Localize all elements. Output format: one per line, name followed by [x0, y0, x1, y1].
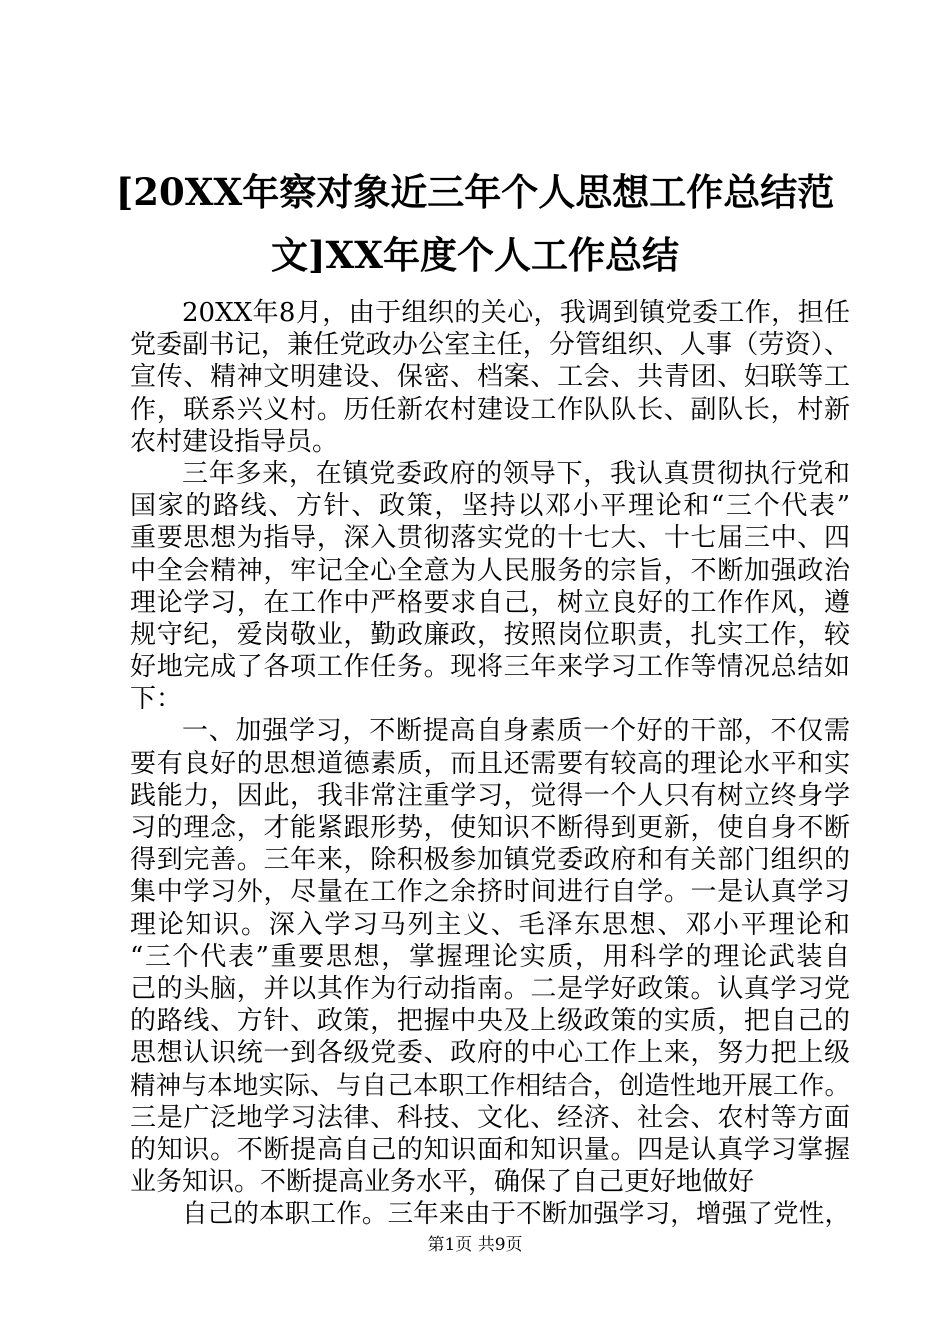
text-line: 的知识。不断提高自己的知识面和知识量。四是认真学习掌握 — [130, 1134, 850, 1165]
text-line: 习的理念，才能紧跟形势，使知识不断得到更新，使自身不断 — [130, 813, 850, 843]
text-line: 精神与本地实际、与自己本职工作相结合，创造性地开展工作。 — [130, 1070, 850, 1101]
text-line: 规守纪，爱岗敬业，勤政廉政，按照岗位职责，扎实工作，较 — [130, 619, 850, 650]
document-title-line-2: 文]XX年度个人工作总结 — [271, 233, 679, 277]
text-line: 三年多来，在镇党委政府的领导下，我认真贯彻执行党和 — [182, 458, 850, 489]
text-line: 自己的本职工作。三年来由于不断加强学习，增强了党性， — [182, 1199, 850, 1230]
text-line: 20XX年8月，由于组织的关心，我调到镇党委工作，担任 — [182, 298, 850, 328]
text-line: 己的头脑，并以其作为行动指南。二是学好政策。认真学习党 — [130, 973, 850, 1004]
text-line: 理论学习，在工作中严格要求自己，树立良好的工作作风，遵 — [130, 587, 850, 618]
text-line: “三个代表”重要思想，掌握理论实质，用科学的理论武装自 — [130, 941, 850, 972]
text-line: 的路线、方针、政策，把握中央及上级政策的实质，把自己的 — [130, 1006, 850, 1037]
text-line: 党委副书记，兼任党政办公室主任，分管组织、人事（劳资）、 — [130, 330, 850, 361]
text-line: 中全会精神，牢记全心全意为人民服务的宗旨，不断加强政治 — [130, 555, 850, 586]
text-line: 得到完善。三年来，除积极参加镇党委政府和有关部门组织的 — [130, 845, 850, 876]
text-line: 集中学习外，尽量在工作之余挤时间进行自学。一是认真学习 — [130, 877, 850, 908]
text-line: 三是广泛地学习法律、科技、文化、经济、社会、农村等方面 — [130, 1102, 850, 1133]
page-footer: 第1页 共9页 — [427, 1235, 523, 1255]
text-line: 下： — [130, 684, 183, 715]
text-line: 践能力，因此，我非常注重学习，觉得一个人只有树立终身学 — [130, 780, 850, 811]
text-line: 思想认识统一到各级党委、政府的中心工作上来，努力把上级 — [130, 1038, 850, 1069]
text-line: 好地完成了各项工作任务。现将三年来学习工作等情况总结如 — [130, 652, 850, 683]
document-body — [130, 297, 850, 1230]
text-line: 国家的路线、方针、政策，坚持以邓小平理论和“三个代表” — [130, 491, 850, 522]
text-line: 一、加强学习，不断提高自身素质一个好的干部，不仅需 — [182, 716, 850, 747]
text-line: 宣传、精神文明建设、保密、档案、工会、共青团、妇联等工 — [130, 362, 850, 393]
document-title-line-1: [20XX年察对象近三年个人思想工作总结范 — [115, 170, 835, 214]
text-line: 要有良好的思想道德素质，而且还需要有较高的理论水平和实 — [130, 748, 850, 779]
text-line: 农村建设指导员。 — [130, 426, 339, 457]
text-line: 作，联系兴义村。历任新农村建设工作队队长、副队长，村新 — [130, 394, 850, 425]
text-line: 重要思想为指导，深入贯彻落实党的十七大、十七届三中、四 — [130, 523, 850, 554]
text-line: 理论知识。深入学习马列主义、毛泽东思想、邓小平理论和 — [130, 909, 850, 940]
text-line: 业务知识。不断提高业务水平，确保了自己更好地做好 — [130, 1167, 755, 1198]
